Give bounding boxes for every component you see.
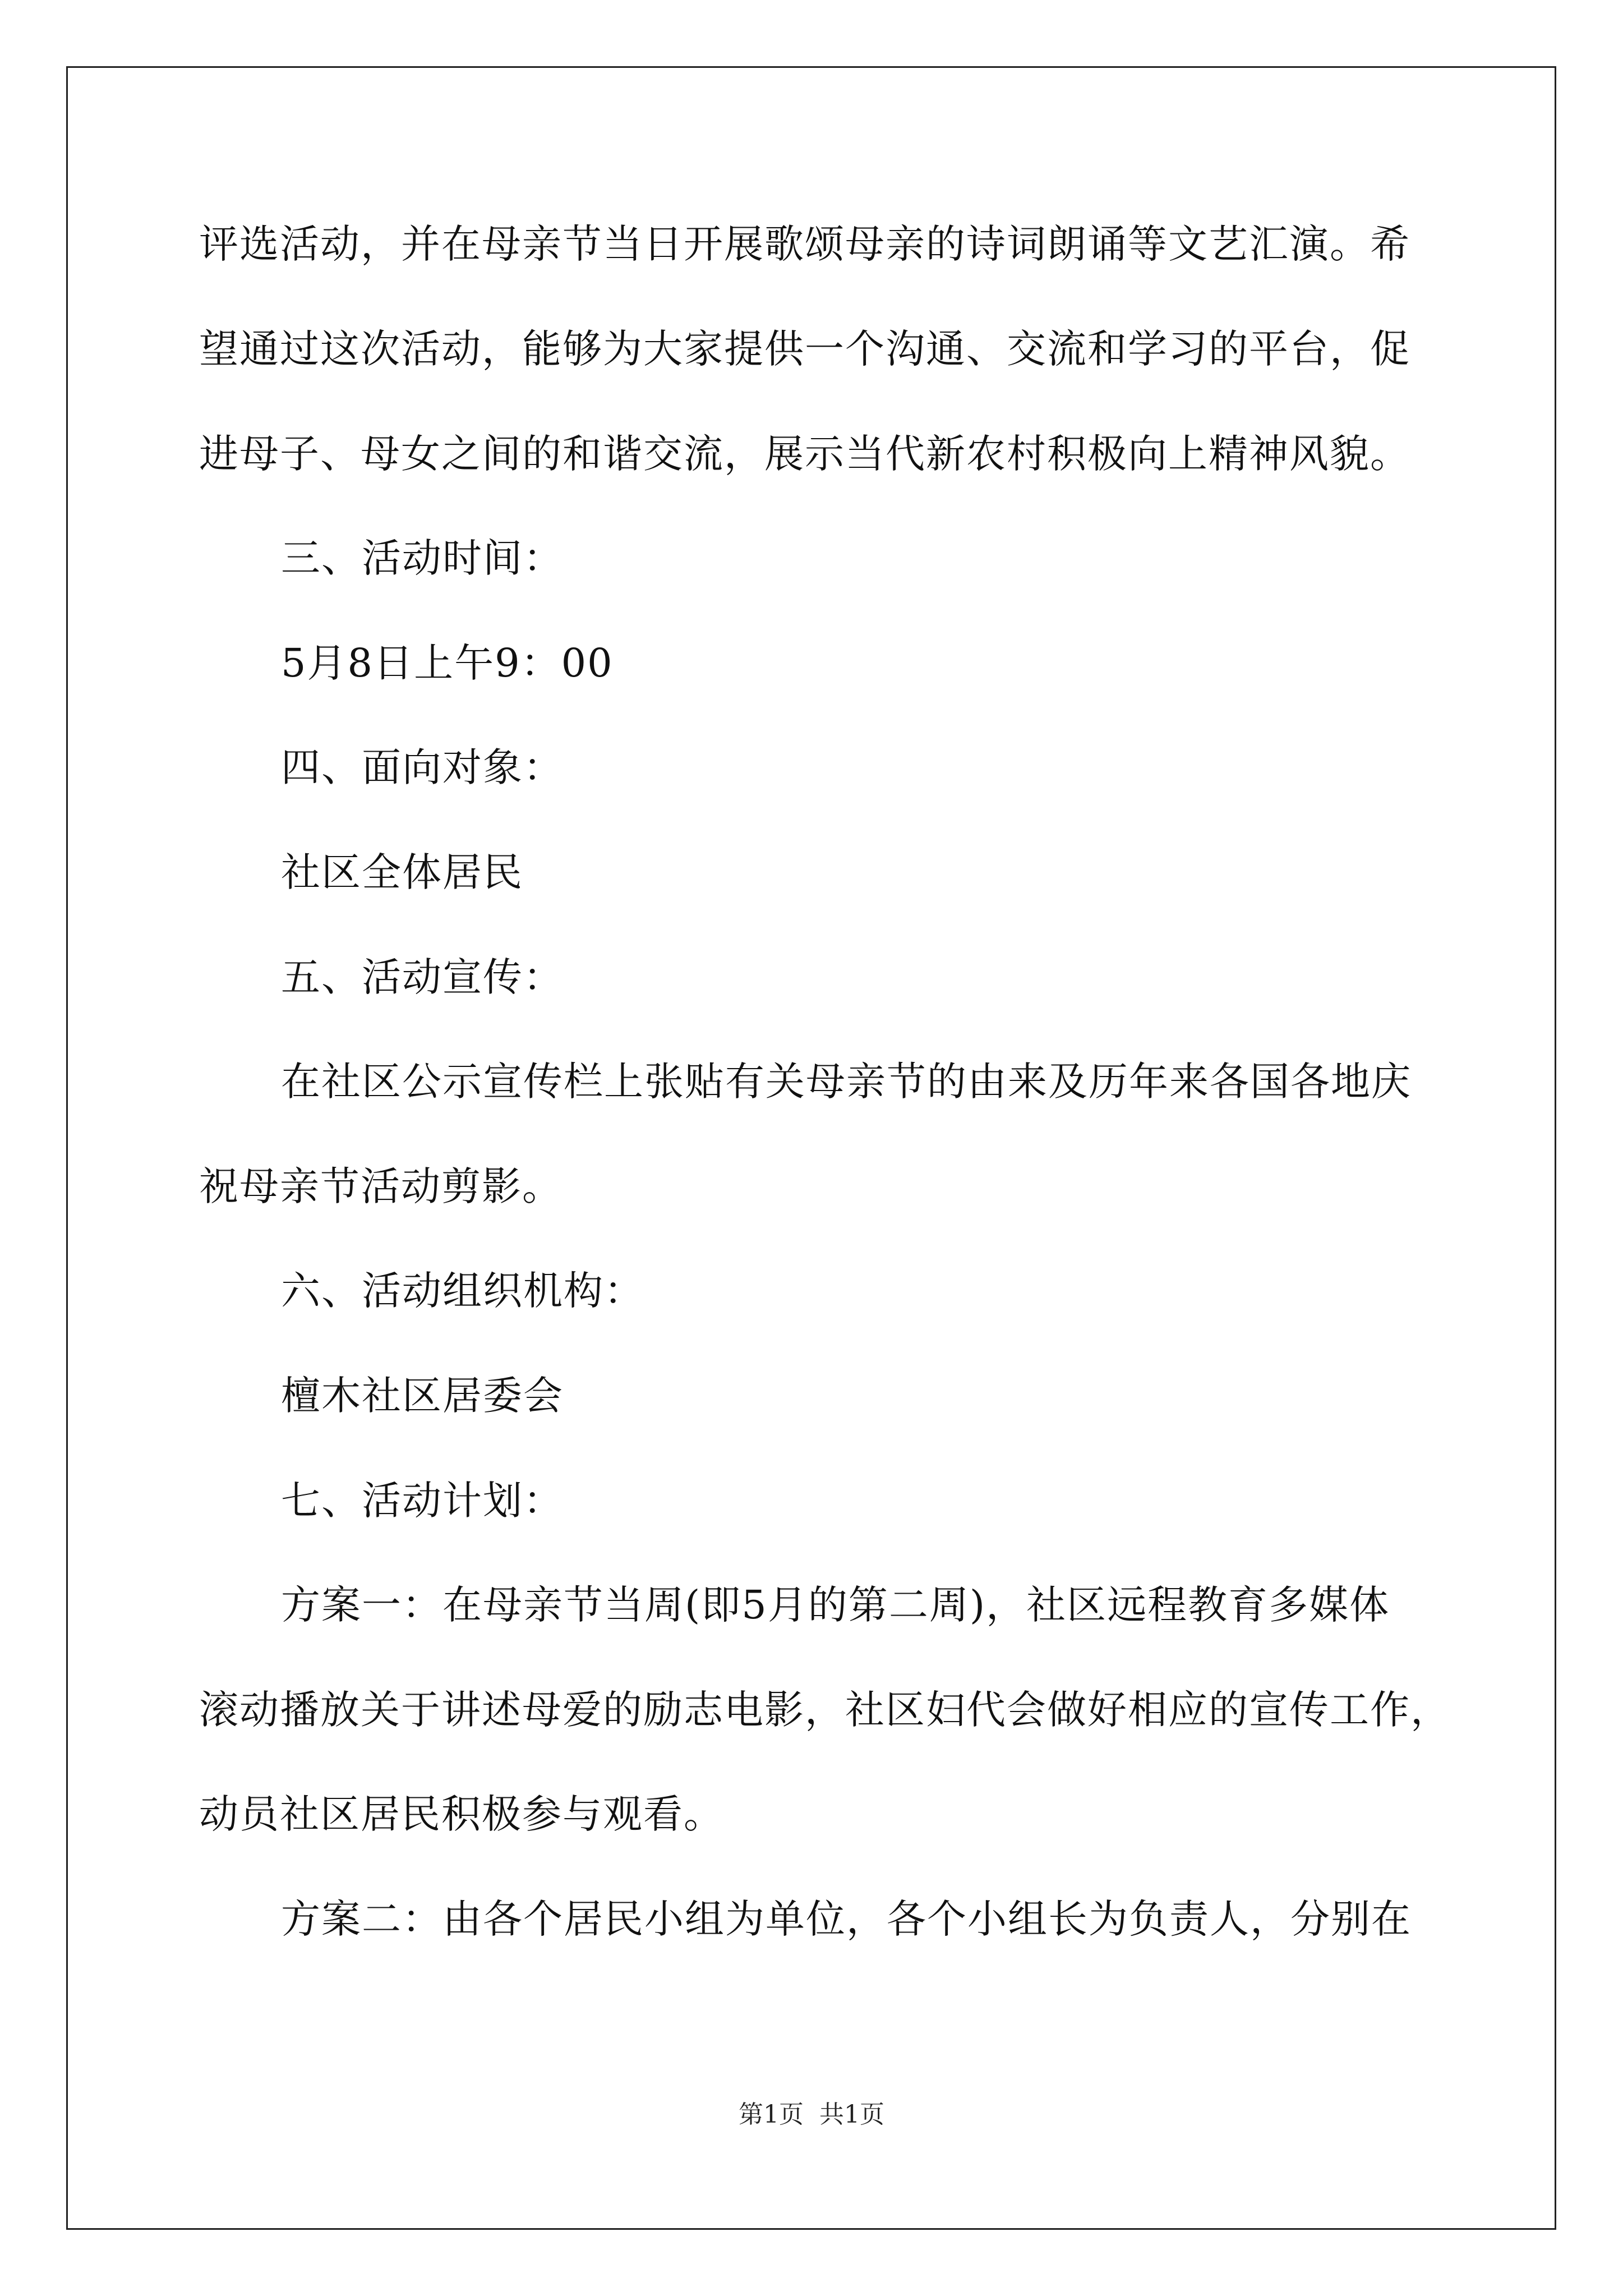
- organizer-value: 檀木社区居委会: [281, 1373, 564, 1419]
- paragraph-line: 进母子、母女之间的和谐交流，展示当代新农村积极向上精神风貌。: [199, 431, 1410, 477]
- paragraph-line: 滚动播放关于讲述母爱的励志电影，社区妇代会做好相应的宣传工作，: [199, 1687, 1451, 1733]
- paragraph-line: 方案二：由各个居民小组为单位，各个小组长为负责人，分别在: [281, 1896, 1412, 1942]
- section-heading-plan: 七、活动计划：: [281, 1478, 564, 1524]
- activity-time-value: 5月8日上午9：00: [281, 640, 614, 686]
- paragraph-line: 动员社区居民积极参与观看。: [199, 1791, 724, 1837]
- page-number: 第1页: [739, 2100, 804, 2129]
- audience-value: 社区全体居民: [281, 849, 523, 895]
- paragraph-line: 祝母亲节活动剪影。: [199, 1163, 562, 1209]
- paragraph-line: 在社区公示宣传栏上张贴有关母亲节的由来及历年来各国各地庆: [281, 1059, 1412, 1105]
- section-heading-organizer: 六、活动组织机构：: [281, 1268, 644, 1314]
- paragraph-line: 方案一：在母亲节当周(即5月的第二周)，社区远程教育多媒体: [281, 1582, 1390, 1628]
- page-footer: [0, 2098, 1623, 2132]
- section-heading-time: 三、活动时间：: [281, 535, 564, 581]
- section-heading-publicity: 五、活动宣传：: [281, 954, 564, 1000]
- page-total: 共1页: [819, 2100, 884, 2129]
- paragraph-line: 望通过这次活动，能够为大家提供一个沟通、交流和学习的平台，促: [199, 326, 1410, 372]
- section-heading-audience: 四、面向对象：: [281, 744, 564, 790]
- paragraph-line: 评选活动，并在母亲节当日开展歌颂母亲的诗词朗诵等文艺汇演。希: [199, 221, 1410, 267]
